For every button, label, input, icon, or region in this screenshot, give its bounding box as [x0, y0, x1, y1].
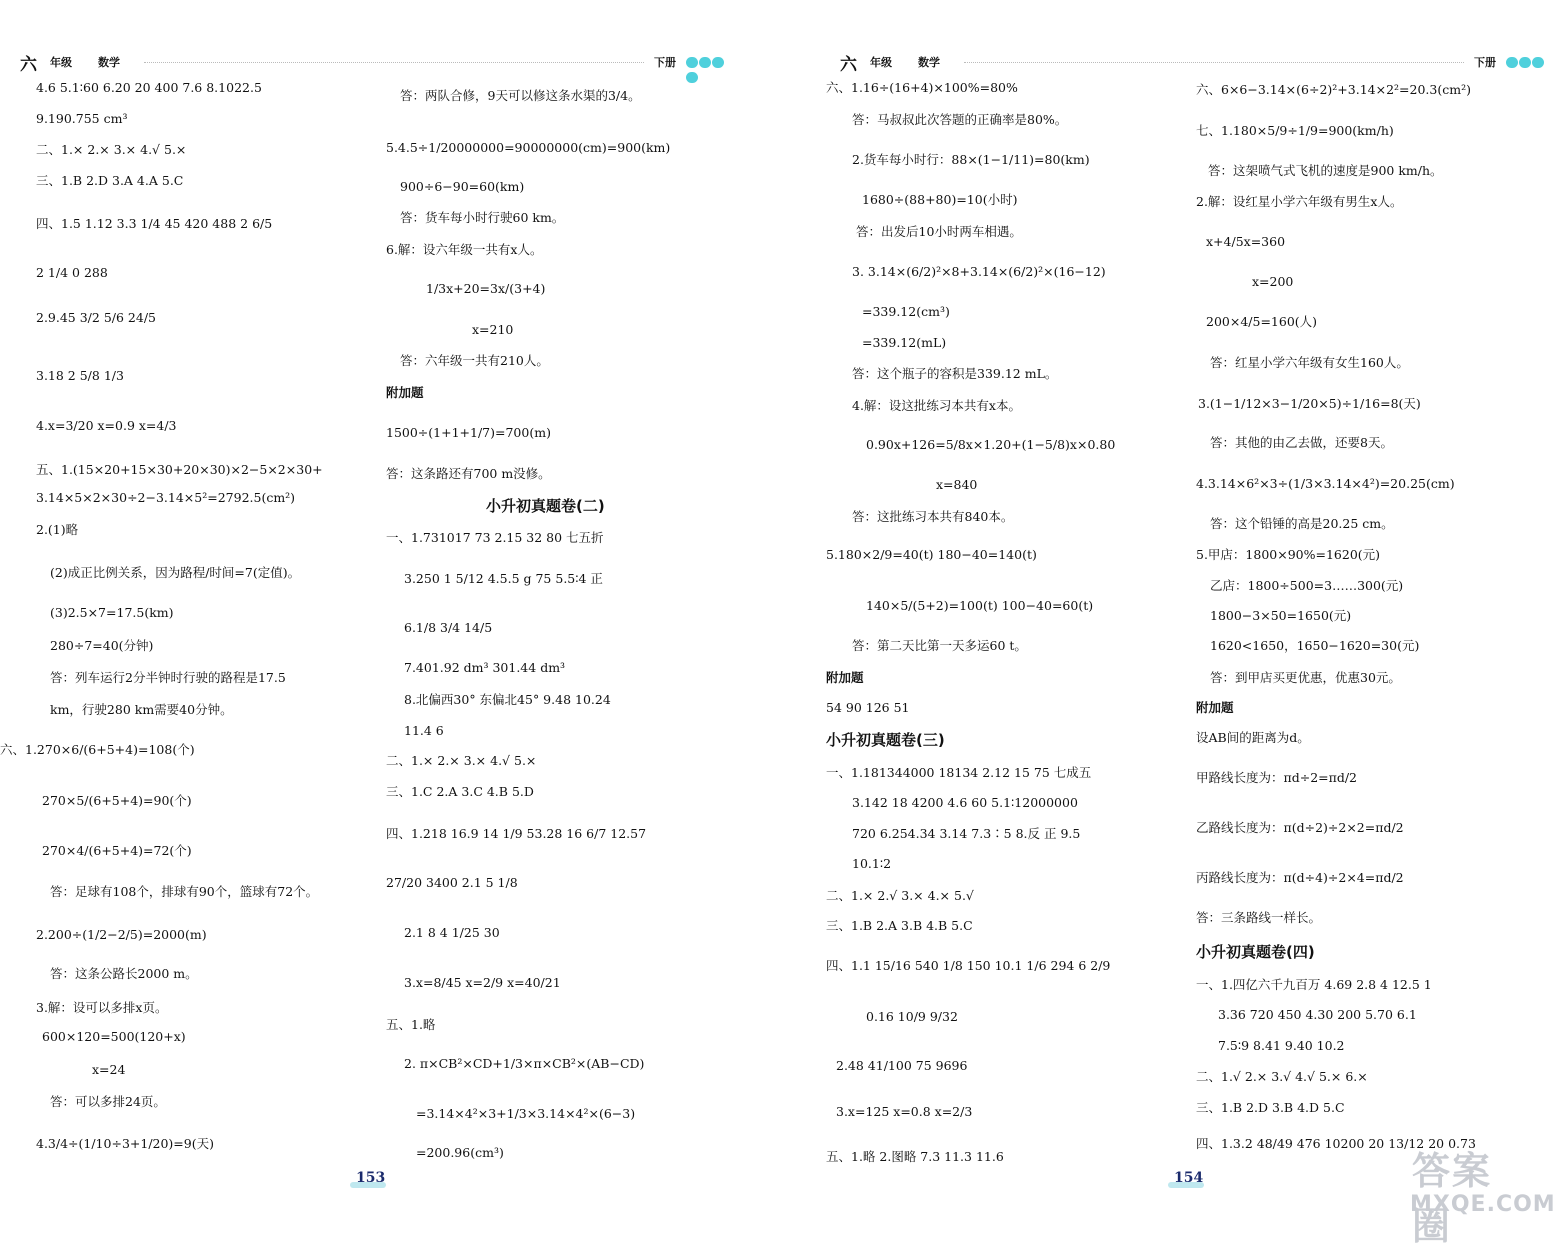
answer-line: 答：第二天比第一天多运60 t。	[852, 638, 1027, 653]
answer-line: =3.14×4²×3+1/3×3.14×4²×(6−3)	[416, 1106, 636, 1121]
answer-line: (3)2.5×7=17.5(km)	[50, 605, 174, 620]
answer-line: 2.9.45 3/2 5/6 24/5	[36, 310, 156, 325]
answer-line: 答：两队合修，9天可以修这条水渠的3/4。	[400, 88, 641, 103]
answer-line: 答：红星小学六年级有女生160人。	[1210, 355, 1409, 370]
answer-line: 答：出发后10小时两车相遇。	[856, 224, 1022, 239]
answer-line: 六、6×6−3.14×(6÷2)²+3.14×2²=20.3(cm²)	[1196, 82, 1471, 97]
answer-line: 1620<1650，1650−1620=30(元)	[1210, 638, 1420, 653]
section-heading: 附加题	[826, 670, 864, 685]
answer-line: 2.200÷(1/2−2/5)=2000(m)	[36, 927, 207, 942]
answer-line: 一、1.181344000 18134 2.12 15 75 七成五	[826, 765, 1092, 780]
header-subject: 数学	[918, 56, 940, 69]
header-rule	[964, 62, 1464, 63]
section-heading: 附加题	[386, 385, 424, 400]
answer-line: 3.36 720 450 4.30 200 5.70 6.1	[1218, 1007, 1417, 1022]
answer-line: 四、1.5 1.12 3.3 1/4 45 420 488 2 6/5	[36, 216, 273, 231]
section-heading: 附加题	[1196, 700, 1234, 715]
answer-line: 5.4.5÷1/20000000=90000000(cm)=900(km)	[386, 140, 671, 155]
answer-line: 答：其他的由乙去做，还要8天。	[1210, 435, 1393, 450]
answer-line: 3.14×5×2×30÷2−3.14×5²=2792.5(cm²)	[36, 490, 296, 505]
answer-line: 3.x=125 x=0.8 x=2/3	[836, 1104, 973, 1119]
answer-line: 2.48 41/100 75 9696	[836, 1058, 968, 1073]
answer-line: 10.1∶2	[852, 856, 892, 871]
answer-line: x=24	[92, 1062, 126, 1077]
answer-line: x=210	[472, 322, 514, 337]
answer-line: 54 90 126 51	[826, 700, 910, 715]
answer-line: 2 1/4 0 288	[36, 265, 108, 280]
answer-line: 乙路线长度为：π(d÷2)÷2×2=πd/2	[1196, 820, 1404, 835]
answer-line: 1680÷(88+80)=10(小时)	[862, 192, 1018, 207]
answer-line: 答：马叔叔此次答题的正确率是80%。	[852, 112, 1068, 127]
answer-line: 5.180×2/9=40(t) 180−40=140(t)	[826, 547, 1037, 562]
page-154	[768, 0, 1536, 1232]
answer-line: x+4/5x=360	[1206, 234, 1286, 249]
header-grade: 六	[840, 55, 857, 75]
answer-line: (2)成正比例关系，因为路程/时间=7(定值)。	[50, 565, 301, 580]
answer-line: 3.解：设可以多排x页。	[36, 1000, 168, 1015]
answer-line: 4.x=3/20 x=0.9 x=4/3	[36, 418, 177, 433]
answer-line: 乙店：1800÷500=3……300(元)	[1210, 578, 1404, 593]
answer-line: 6.解：设六年级一共有x人。	[386, 242, 543, 257]
page-number: 154	[1174, 1170, 1204, 1186]
answer-line: 答：这条公路长2000 m。	[50, 966, 198, 981]
answer-line: 三、1.C 2.A 3.C 4.B 5.D	[386, 784, 534, 799]
answer-line: 二、1.× 2.× 3.× 4.√ 5.×	[386, 753, 537, 768]
answer-line: 200×4/5=160(人)	[1206, 314, 1318, 329]
answer-line: 27/20 3400 2.1 5 1/8	[386, 875, 518, 890]
answer-line: 270×5/(6+5+4)=90(个)	[42, 793, 192, 808]
answer-line: 4.3.14×6²×3÷(1/3×3.14×4²)=20.25(cm)	[1196, 476, 1455, 491]
answer-line: 9.190.755 cm³	[36, 111, 128, 126]
answer-line: 答：这个瓶子的容积是339.12 mL。	[852, 366, 1058, 381]
answer-line: =339.12(mL)	[862, 335, 947, 350]
answer-line: 270×4/(6+5+4)=72(个)	[42, 843, 192, 858]
answer-line: 一、1.四亿六千九百万 4.69 2.8 4 12.5 1	[1196, 977, 1432, 992]
answer-line: 4.解：设这批练习本共有x本。	[852, 398, 1021, 413]
answer-line: 六、1.16÷(16+4)×100%=80%	[826, 80, 1018, 95]
section-title: 小升初真题卷(四)	[1196, 943, 1315, 961]
answer-line: 720 6.254.34 3.14 7.3∶5 8.反 正 9.5	[852, 826, 1081, 841]
answer-line: 7.5∶9 8.41 9.40 10.2	[1218, 1038, 1345, 1053]
header-dots-icon	[1506, 56, 1545, 71]
answer-line: 答：这条路还有700 m没修。	[386, 466, 551, 481]
answer-line: 1800−3×50=1650(元)	[1210, 608, 1352, 623]
answer-line: 五、1.略 2.图略 7.3 11.3 11.6	[826, 1149, 1004, 1164]
answer-line: 三、1.B 2.A 3.B 4.B 5.C	[826, 918, 973, 933]
answer-line: 答：三条路线一样长。	[1196, 910, 1322, 925]
header-grade-suffix: 年级	[870, 56, 892, 69]
answer-line: 3.x=8/45 x=2/9 x=40/21	[404, 975, 561, 990]
answer-line: 五、1.(15×20+15×30+20×30)×2−5×2×30+	[36, 462, 323, 477]
answer-line: 二、1.× 2.√ 3.× 4.× 5.√	[826, 888, 974, 903]
answer-line: 11.4 6	[404, 723, 444, 738]
answer-line: 二、1.√ 2.× 3.√ 4.√ 5.× 6.×	[1196, 1069, 1368, 1084]
answer-line: 900÷6−90=60(km)	[400, 179, 525, 194]
answer-line: 四、1.218 16.9 14 1/9 53.28 16 6/7 12.57	[386, 826, 647, 841]
answer-line: 2.货车每小时行：88×(1−1/11)=80(km)	[852, 152, 1090, 167]
answer-line: 六、1.270×6/(6+5+4)=108(个)	[0, 742, 195, 757]
answer-line: 3.18 2 5/8 1/3	[36, 368, 124, 383]
answer-line: 4.3/4÷(1/10÷3+1/20)=9(天)	[36, 1136, 214, 1151]
answer-line: 0.16 10/9 9/32	[866, 1009, 958, 1024]
answer-line: 答：这架喷气式飞机的速度是900 km/h。	[1208, 163, 1443, 178]
header-grade: 六	[20, 55, 37, 75]
answer-line: 三、1.B 2.D 3.B 4.D 5.C	[1196, 1100, 1345, 1115]
answer-line: 答：到甲店买更优惠，优惠30元。	[1210, 670, 1401, 685]
answer-line: x=200	[1252, 274, 1294, 289]
answer-line: 五、1.略	[386, 1017, 436, 1032]
page-header	[834, 52, 1554, 75]
answer-line: 丙路线长度为：π(d÷4)÷2×4=πd/2	[1196, 870, 1404, 885]
answer-line: 答：这个铅锤的高是20.25 cm。	[1210, 516, 1394, 531]
page-153	[0, 0, 768, 1232]
header-volume: 下册	[1474, 56, 1496, 69]
section-title: 小升初真题卷(三)	[826, 731, 945, 749]
answer-line: 0.90x+126=5/8x×1.20+(1−5/8)x×0.80	[866, 437, 1116, 452]
answer-line: =339.12(cm³)	[862, 304, 950, 319]
answer-line: 1/3x+20=3x/(3+4)	[426, 281, 546, 296]
answer-line: 3.(1−1/12×3−1/20×5)÷1/16=8(天)	[1198, 396, 1421, 411]
header-dots-icon	[686, 56, 734, 86]
answer-line: 四、1.3.2 48/49 476 10200 20 13/12 20 0.73	[1196, 1136, 1476, 1151]
answer-line: 答：列车运行2分半钟时行驶的路程是17.5	[50, 670, 286, 685]
answer-line: 答：货车每小时行驶60 km。	[400, 210, 565, 225]
answer-line: 1500÷(1+1+1/7)=700(m)	[386, 425, 551, 440]
answer-line: 3. 3.14×(6/2)²×8+3.14×(6/2)²×(16−12)	[852, 264, 1106, 279]
header-grade-suffix: 年级	[50, 56, 72, 69]
answer-line: =200.96(cm³)	[416, 1145, 504, 1160]
header-rule	[144, 62, 644, 63]
answer-line: 6.1/8 3/4 14/5	[404, 620, 493, 635]
header-volume: 下册	[654, 56, 676, 69]
answer-line: 四、1.1 15/16 540 1/8 150 10.1 1/6 294 6 2/9	[826, 958, 1111, 973]
answer-line: 二、1.× 2.× 3.× 4.√ 5.×	[36, 142, 187, 157]
watermark	[1390, 1140, 1556, 1248]
answer-line: 答：这批练习本共有840本。	[852, 509, 1014, 524]
answer-line: 一、1.731017 73 2.15 32 80 七五折	[386, 530, 604, 545]
answer-line: 答：六年级一共有210人。	[400, 353, 549, 368]
answer-line: 2.(1)略	[36, 522, 79, 537]
answer-line: 8.北偏西30° 东偏北45° 9.48 10.24	[404, 692, 611, 707]
answer-line: 七、1.180×5/9÷1/9=900(km/h)	[1196, 123, 1394, 138]
watermark-logo: 答案圈	[1412, 1149, 1493, 1248]
answer-line: 设AB间的距离为d。	[1196, 730, 1310, 745]
answer-line: 140×5/(5+2)=100(t) 100−40=60(t)	[866, 598, 1094, 613]
section-title: 小升初真题卷(二)	[486, 497, 605, 515]
answer-line: 280÷7=40(分钟)	[50, 638, 154, 653]
header-subject: 数学	[98, 56, 120, 69]
answer-line: km，行驶280 km需要40分钟。	[50, 702, 233, 717]
answer-line: 7.401.92 dm³ 301.44 dm³	[404, 660, 566, 675]
answer-line: 3.142 18 4200 4.6 60 5.1∶12000000	[852, 795, 1078, 810]
answer-line: x=840	[936, 477, 978, 492]
answer-line: 答：足球有108个，排球有90个，篮球有72个。	[50, 884, 319, 899]
page-header	[14, 52, 734, 75]
answer-line: 2.1 8 4 1/25 30	[404, 925, 500, 940]
watermark-url: MXQE.COM	[1410, 1192, 1556, 1217]
answer-line: 三、1.B 2.D 3.A 4.A 5.C	[36, 173, 184, 188]
answer-line: 甲路线长度为：πd÷2=πd/2	[1196, 770, 1357, 785]
answer-line: 3.250 1 5/12 4.5.5 g 75 5.5∶4 正	[404, 571, 603, 586]
answer-line: 答：可以多排24页。	[50, 1094, 166, 1109]
answer-line: 5.甲店：1800×90%=1620(元)	[1196, 547, 1381, 562]
answer-line: 4.6 5.1∶60 6.20 20 400 7.6 8.1022.5	[36, 80, 262, 95]
answer-line: 2. π×CB²×CD+1/3×π×CB²×(AB−CD)	[404, 1056, 645, 1071]
answer-line: 2.解：设红星小学六年级有男生x人。	[1196, 194, 1403, 209]
answer-line: 600×120=500(120+x)	[42, 1029, 186, 1044]
page-number: 153	[356, 1170, 386, 1186]
